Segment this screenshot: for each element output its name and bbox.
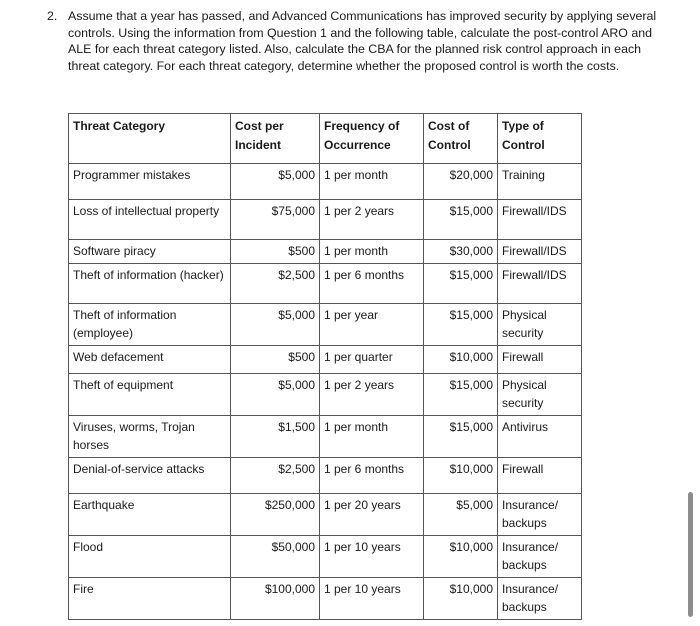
cell-frequency: 1 per 10 years: [320, 577, 424, 619]
cell-threat: Loss of intellectual property: [69, 200, 231, 240]
cell-cost-per-incident: $5,000: [231, 303, 320, 345]
cell-cost-per-incident: $250,000: [231, 493, 320, 535]
cell-frequency: 1 per month: [320, 240, 424, 264]
cell-threat: Earthquake: [69, 493, 231, 535]
cell-frequency: 1 per 2 years: [320, 200, 424, 240]
cell-frequency: 1 per month: [320, 415, 424, 457]
cell-cost-of-control: $15,000: [424, 200, 498, 240]
cell-cost-per-incident: $500: [231, 240, 320, 264]
cell-type-of-control: Firewall: [498, 457, 582, 493]
cell-threat: Theft of information (employee): [69, 303, 231, 345]
cell-type-of-control: Insurance/ backups: [498, 493, 582, 535]
cell-threat: Fire: [69, 577, 231, 619]
header-type-of-control: Type of Control: [498, 114, 582, 164]
header-threat-category: Threat Category: [69, 114, 231, 164]
table-row: [69, 303, 582, 345]
cell-cost-of-control: $15,000: [424, 303, 498, 345]
cell-cost-per-incident: $2,500: [231, 457, 320, 493]
cell-threat: Viruses, worms, Trojan horses: [69, 415, 231, 457]
table-row: [69, 415, 582, 457]
cell-cost-per-incident: $1,500: [231, 415, 320, 457]
cell-threat: Programmer mistakes: [69, 164, 231, 200]
cell-cost-per-incident: $5,000: [231, 164, 320, 200]
cell-cost-of-control: $20,000: [424, 164, 498, 200]
cell-frequency: 1 per 2 years: [320, 373, 424, 415]
table-row: [69, 345, 582, 373]
cell-type-of-control: Insurance/ backups: [498, 577, 582, 619]
cell-frequency: 1 per 6 months: [320, 457, 424, 493]
table-row: [69, 457, 582, 493]
cell-cost-of-control: $30,000: [424, 240, 498, 264]
cell-cost-of-control: $15,000: [424, 415, 498, 457]
cell-cost-per-incident: $2,500: [231, 263, 320, 303]
cell-cost-per-incident: $5,000: [231, 373, 320, 415]
cell-type-of-control: Physical security: [498, 373, 582, 415]
cell-cost-per-incident: $75,000: [231, 200, 320, 240]
table-row: [69, 263, 582, 303]
cell-type-of-control: Antivirus: [498, 415, 582, 457]
question-number: 2.: [47, 9, 58, 23]
scrollbar-thumb[interactable]: [688, 492, 693, 617]
cell-frequency: 1 per 6 months: [320, 263, 424, 303]
cell-cost-of-control: $10,000: [424, 577, 498, 619]
cell-threat: Web defacement: [69, 345, 231, 373]
table-row: [69, 535, 582, 577]
table-header-row: [69, 114, 582, 164]
question-text: Assume that a year has passed, and Advanced Communications has improved security by applying several controls. Using the information from Question 1 and the following table, calculate the post-control ARO and ALE for each threat category listed. Also, calculate the CBA for the planned risk control approach in each threat category. For each threat category, determine whether the proposed control is worth the costs.: [68, 9, 657, 73]
header-cost-per-incident: Cost per Incident: [231, 114, 320, 164]
table-row: [69, 240, 582, 264]
table-row: [69, 577, 582, 619]
header-frequency: Frequency of Occurrence: [320, 114, 424, 164]
cell-type-of-control: Insurance/ backups: [498, 535, 582, 577]
cell-frequency: 1 per quarter: [320, 345, 424, 373]
cell-cost-per-incident: $500: [231, 345, 320, 373]
cell-threat: Flood: [69, 535, 231, 577]
cell-type-of-control: Firewall: [498, 345, 582, 373]
cell-threat: Denial-of-service attacks: [69, 457, 231, 493]
cell-cost-of-control: $15,000: [424, 373, 498, 415]
table-row: [69, 373, 582, 415]
header-cost-of-control: Cost of Control: [424, 114, 498, 164]
cell-type-of-control: Physical security: [498, 303, 582, 345]
cell-cost-per-incident: $100,000: [231, 577, 320, 619]
cell-threat: Theft of information (hacker): [69, 263, 231, 303]
cell-cost-of-control: $10,000: [424, 535, 498, 577]
cell-cost-of-control: $15,000: [424, 263, 498, 303]
table-row: [69, 164, 582, 200]
table-row: [69, 493, 582, 535]
cell-frequency: 1 per year: [320, 303, 424, 345]
cell-threat: Theft of equipment: [69, 373, 231, 415]
cell-type-of-control: Training: [498, 164, 582, 200]
cell-frequency: 1 per month: [320, 164, 424, 200]
cell-type-of-control: Firewall/IDS: [498, 263, 582, 303]
cell-threat: Software piracy: [69, 240, 231, 264]
cell-cost-of-control: $10,000: [424, 345, 498, 373]
threat-table: [68, 113, 582, 620]
cell-frequency: 1 per 20 years: [320, 493, 424, 535]
cell-type-of-control: Firewall/IDS: [498, 200, 582, 240]
cell-cost-of-control: $5,000: [424, 493, 498, 535]
cell-cost-of-control: $10,000: [424, 457, 498, 493]
table-row: [69, 200, 582, 240]
cell-cost-per-incident: $50,000: [231, 535, 320, 577]
cell-type-of-control: Firewall/IDS: [498, 240, 582, 264]
cell-frequency: 1 per 10 years: [320, 535, 424, 577]
